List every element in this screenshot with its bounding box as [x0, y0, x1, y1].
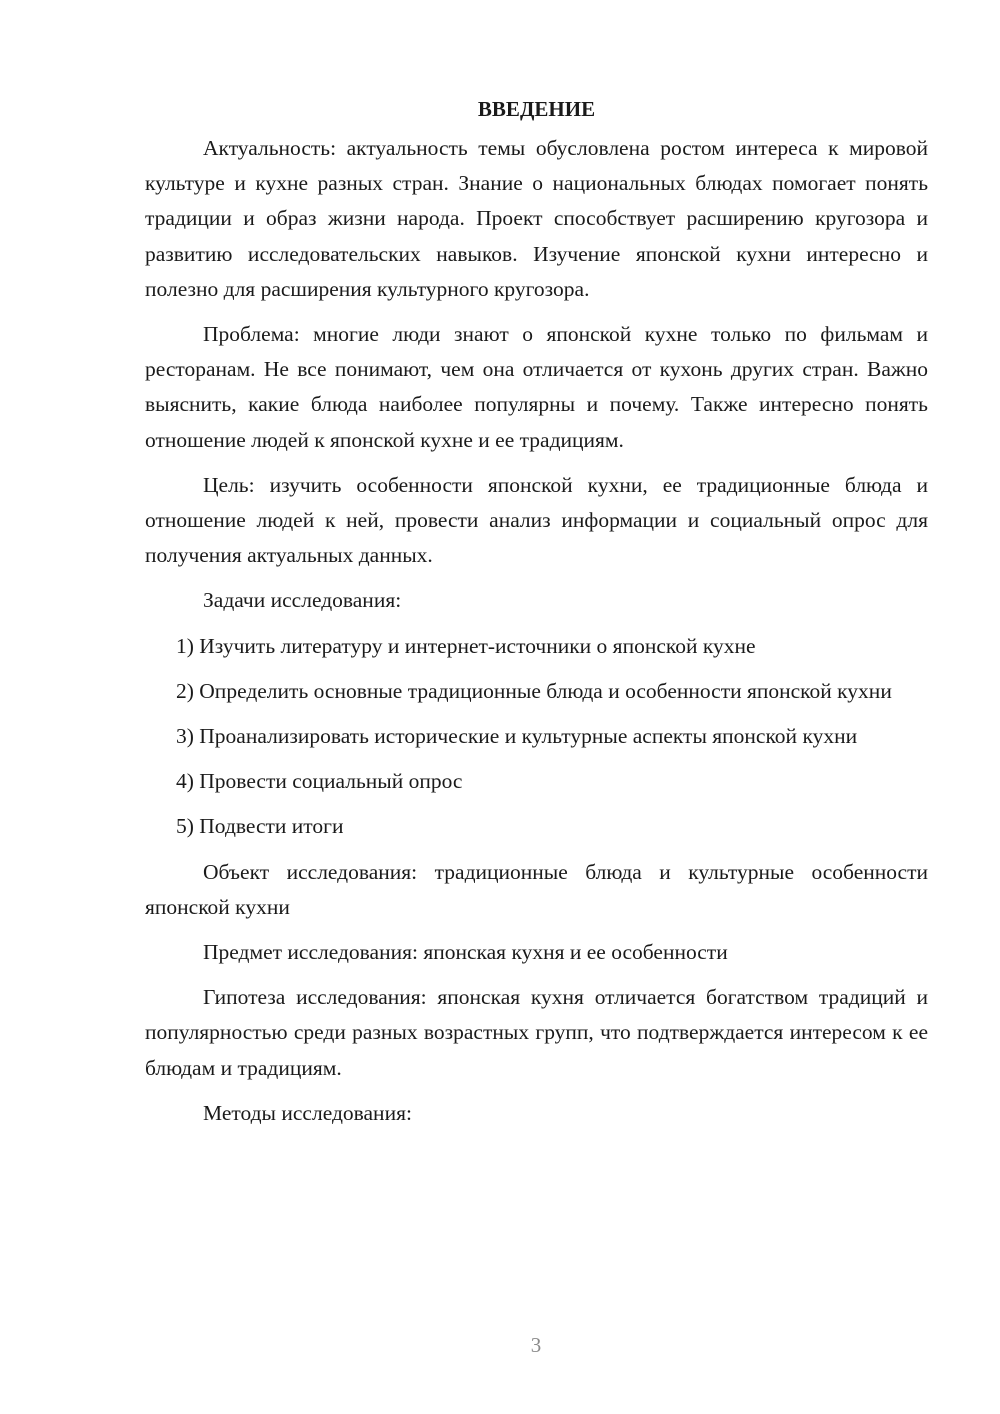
page-number: 3 — [530, 1333, 542, 1357]
paragraph-relevance: Актуальность: актуальность темы обусловлена ростом интереса к мировой культуре и кухне разных стран. Знание о национальных блюдах помогает понять традиции и образ жизни народа. Проект способствует расширению кругозора и развитию исследовательских навыков. Изучение японской кухни интересно и полезно для расширения культурного кругозора. — [145, 136, 928, 301]
paragraph-goal: Цель: изучить особенности японской кухни, ее традиционные блюда и отношение людей к ней, провести анализ информации и социальный опрос для получения актуальных данных. — [145, 472, 928, 568]
paragraph-problem: Проблема: многие люди знают о японской кухне только по фильмам и ресторанам. Не все понимают, чем она отличается от кухонь других стран. Важно выяснить, какие блюда наиболее популярны и почему. Также интересно понять отношение людей к японской кухне и ее традициям. — [145, 322, 928, 452]
section-title: ВВЕДЕНИЕ — [477, 97, 596, 121]
task-item-5: 5) Подвести итоги — [176, 814, 344, 839]
task-item-2: 2) Определить основные традиционные блюда и особенности японской кухни — [176, 678, 892, 703]
paragraph-subject: Предмет исследования: японская кухня и ее особенности — [203, 940, 728, 965]
paragraph-tasks-heading: Задачи исследования: — [203, 588, 402, 613]
task-item-4: 4) Провести социальный опрос — [176, 769, 463, 794]
document-page — [145, 92, 928, 1141]
task-item-3: 3) Проанализировать исторические и культурные аспекты японской кухни — [176, 724, 858, 749]
paragraph-methods: Методы исследования: — [203, 1100, 412, 1125]
task-item-1: 1) Изучить литературу и интернет-источники о японской кухне — [176, 633, 756, 658]
paragraph-object: Объект исследования: традиционные блюда и культурные особенности японской кухни — [145, 859, 928, 919]
paragraph-hypothesis: Гипотеза исследования: японская кухня отличается богатством традиций и популярностью среди разных возрастных групп, что подтверждается интересом к ее блюдам и традициям. — [145, 985, 928, 1080]
